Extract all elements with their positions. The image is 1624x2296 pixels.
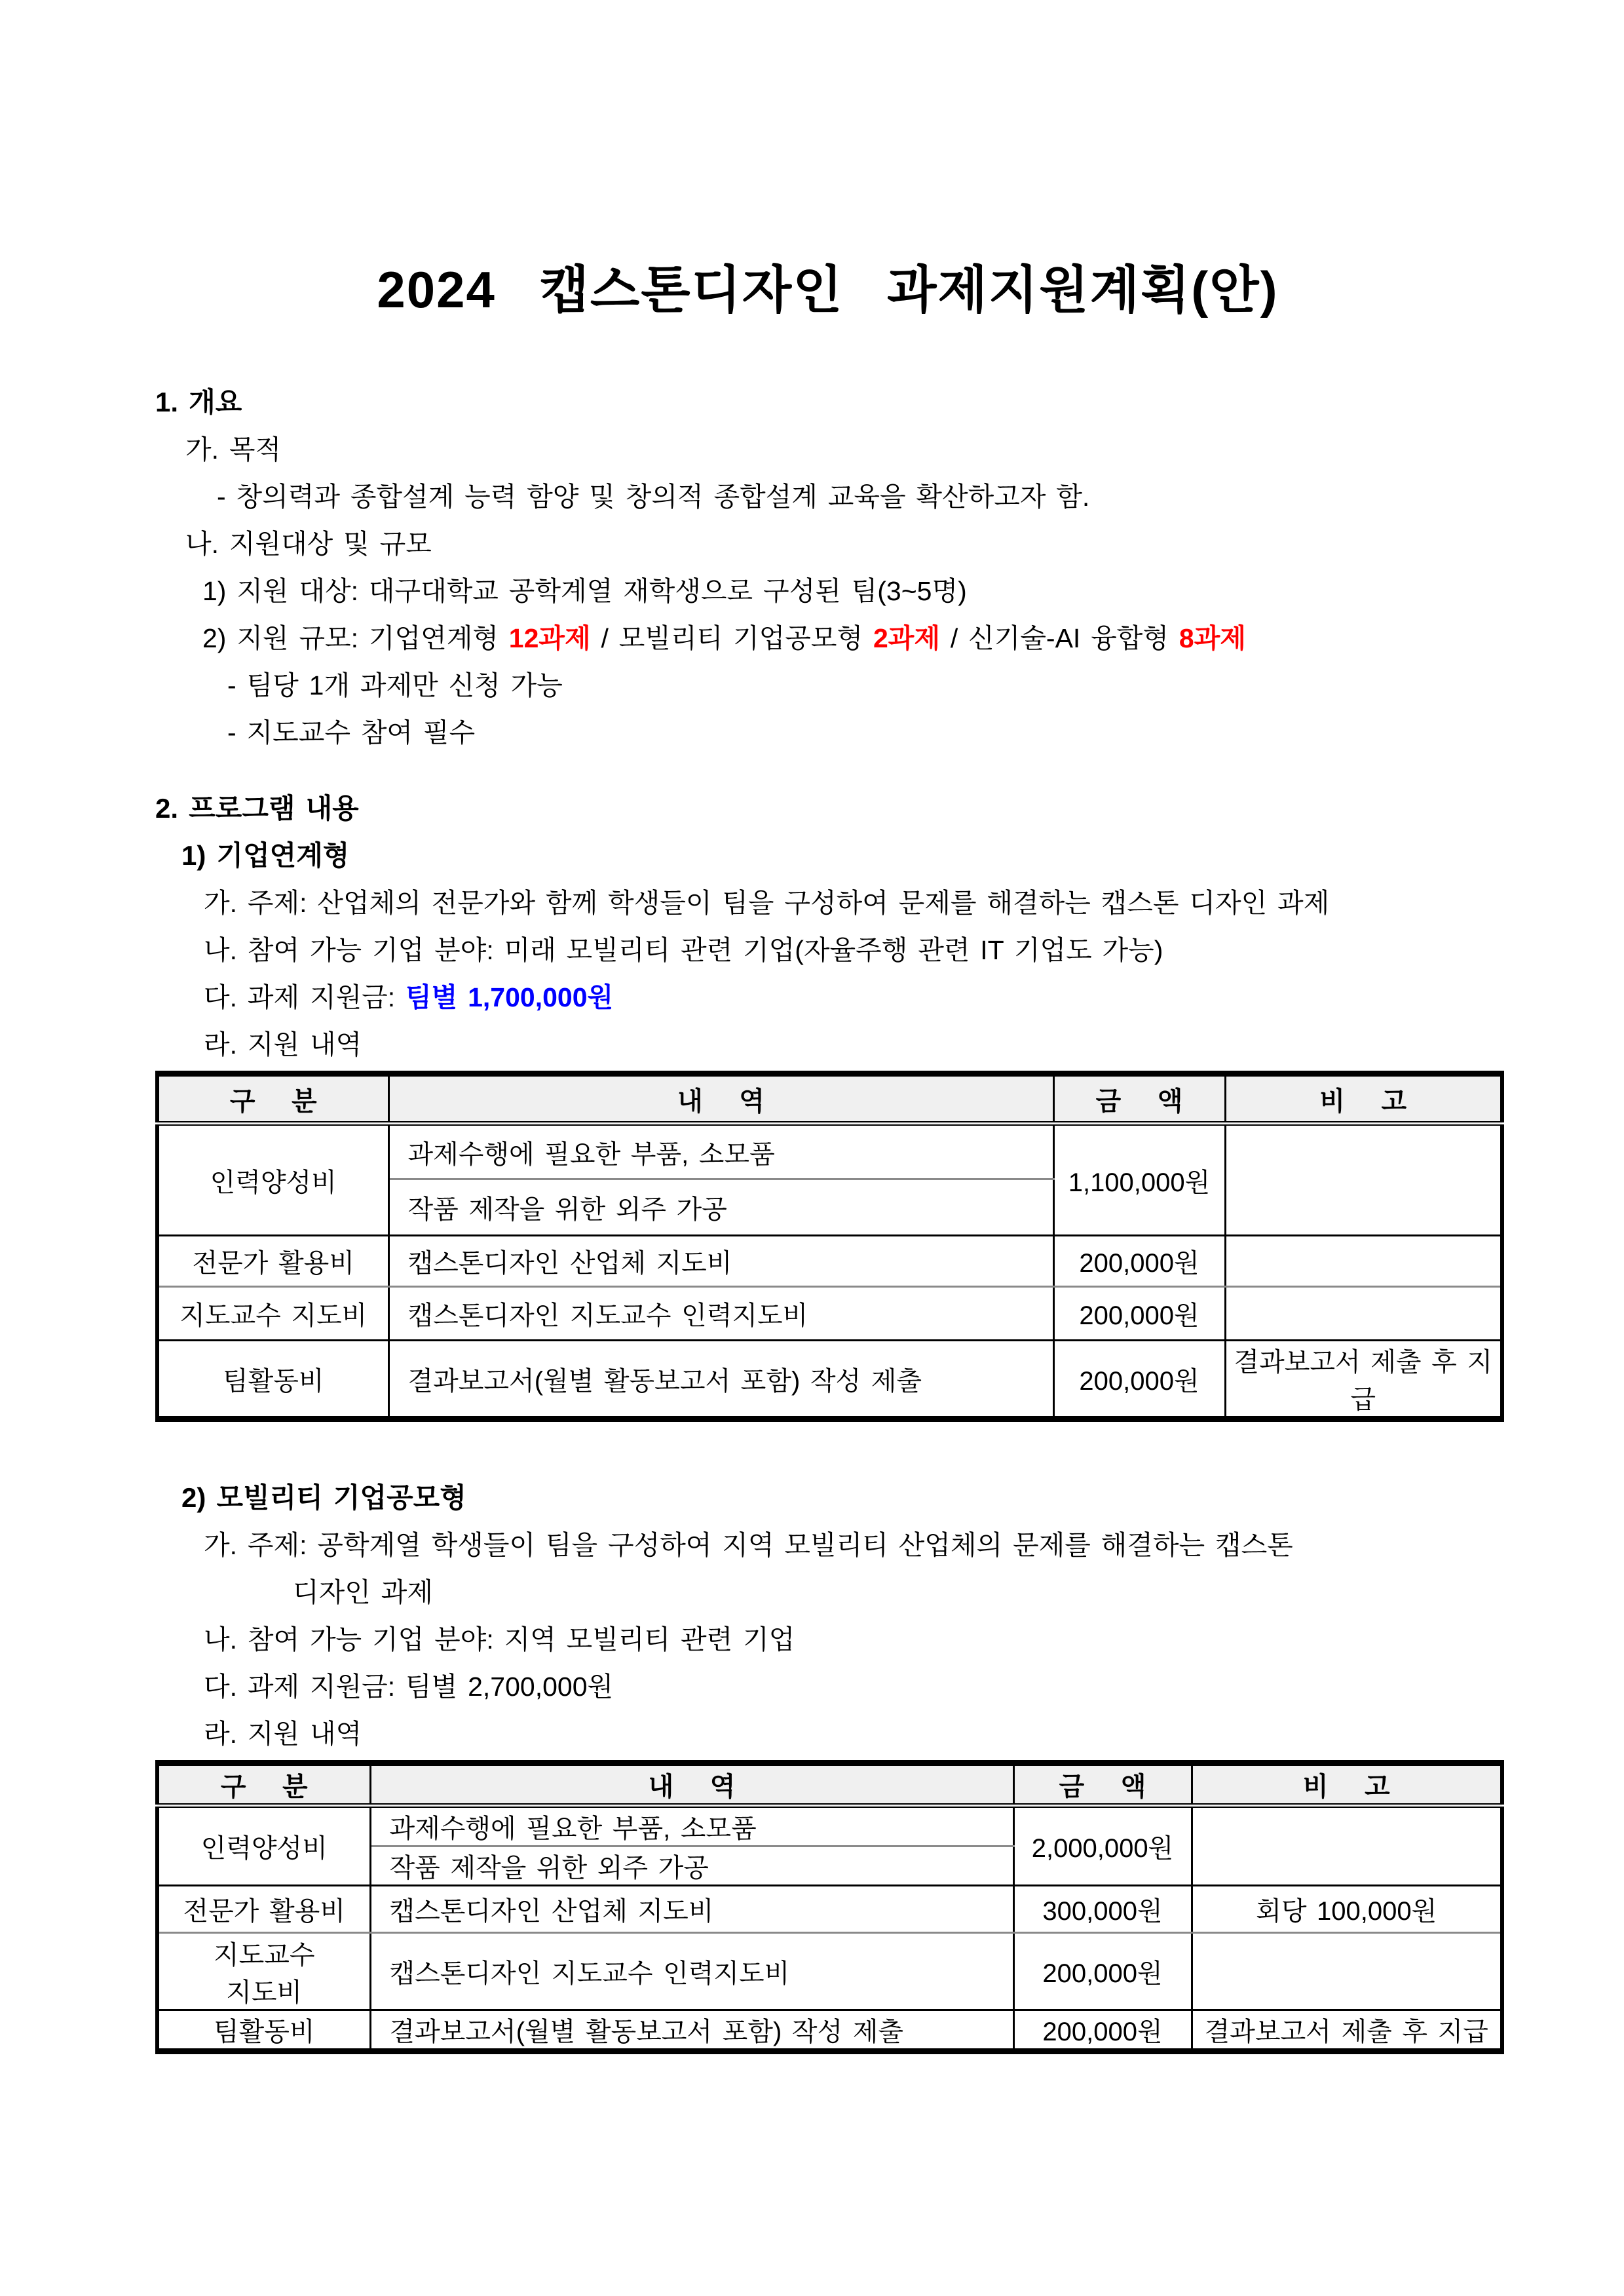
table1-header-category: 구 분 [157,1074,388,1124]
table-row [157,1287,1502,1341]
table1-advisor-note [1225,1287,1502,1341]
scale-prefix: 2) 지원 규모: 기업연계형 [202,623,509,653]
type2-field: 나. 참여 가능 기업 분야: 지역 모빌리티 관련 기업 [204,1624,795,1655]
table2-expert-item: 캡스톤디자인 산업체 지도비 [370,1886,1013,1933]
table1-header-item: 내 역 [388,1074,1053,1124]
type2-topic-line2: 디자인 과제 [293,1577,433,1607]
overview-heading: 1. 개요 [155,387,242,417]
table1-header-amount: 금 액 [1053,1074,1225,1124]
support-table-type1 [155,1071,1504,1422]
table-row [157,1124,1502,1179]
table2-advisor-category [157,1933,370,2010]
table2-team-note: 결과보고서 제출 후 지급 [1192,2010,1502,2052]
table1-team-note: 결과보고서 제출 후 지급 [1225,1341,1502,1419]
table1-manpower-category: 인력양성비 [157,1124,388,1236]
table1-manpower-amount: 1,100,000원 [1053,1124,1225,1236]
type2-heading: 2) 모빌리티 기업공모형 [181,1482,466,1513]
table2-manpower-category: 인력양성비 [157,1806,370,1886]
table2-header-item: 내 역 [370,1763,1013,1806]
table1-expert-note [1225,1236,1502,1287]
type1-heading: 1) 기업연계형 [181,840,350,871]
overview-target-label: 나. 지원대상 및 규모 [185,529,432,559]
overview-note-1: - 팀당 1개 과제만 신청 가능 [227,670,563,700]
table2-header-row [157,1763,1502,1806]
table2-manpower-item2: 작품 제작을 위한 외주 가공 [370,1846,1013,1886]
program-heading: 2. 프로그램 내용 [155,793,359,824]
table1-advisor-item: 캡스톤디자인 지도교수 인력지도비 [388,1287,1053,1341]
table2-manpower-amount: 2,000,000원 [1013,1806,1192,1886]
document-title: 2024 캡스톤디자인 과제지원계획(안) [377,261,1279,318]
table1-expert-amount: 200,000원 [1053,1236,1225,1287]
table2-advisor-item: 캡스톤디자인 지도교수 인력지도비 [370,1933,1013,2010]
table-row [157,1341,1502,1419]
table2-advisor-category-line1: 지도교수 [213,1940,315,1970]
table2-expert-amount: 300,000원 [1013,1886,1192,1933]
table-row [157,1236,1502,1287]
table-row [157,1933,1502,2010]
scale-sep-1: / 모빌리티 기업공모형 [590,623,873,653]
table2-header-note: 비 고 [1192,1763,1502,1806]
table1-advisor-category: 지도교수 지도비 [157,1287,388,1341]
table2-header-amount: 금 액 [1013,1763,1192,1806]
table2-manpower-note [1192,1806,1502,1886]
support-table-type2 [155,1760,1504,2054]
overview-target-detail: 1) 지원 대상: 대구대학교 공학계열 재학생으로 구성된 팀(3~5명) [202,576,967,606]
table2-advisor-amount: 200,000원 [1013,1933,1192,2010]
table2-expert-category: 전문가 활용비 [157,1886,370,1933]
table1-team-category: 팀활동비 [157,1341,388,1419]
table2-advisor-category-line2: 지도비 [226,1978,303,2007]
table1-expert-category: 전문가 활용비 [157,1236,388,1287]
scale-count-3: 8과제 [1179,623,1246,653]
table1-team-item: 결과보고서(월별 활동보고서 포함) 작성 제출 [388,1341,1053,1419]
scale-sep-2: / 신기술-AI 융합형 [939,623,1179,653]
overview-purpose-label: 가. 목적 [185,434,282,465]
type1-topic: 가. 주제: 산업체의 전문가와 함께 학생들이 팀을 구성하여 문제를 해결하는 캡스톤 디자인 과제 [204,888,1330,918]
table1-advisor-amount: 200,000원 [1053,1287,1225,1341]
type1-detail-label: 라. 지원 내역 [204,1029,362,1060]
table2-expert-note: 회당 100,000원 [1192,1886,1502,1933]
table1-manpower-item2: 작품 제작을 위한 외주 가공 [388,1179,1053,1236]
type1-fund-value: 팀별 1,700,000원 [406,982,614,1012]
type2-detail-label: 라. 지원 내역 [204,1719,362,1749]
scale-count-2: 2과제 [873,623,940,653]
table2-advisor-note [1192,1933,1502,2010]
table2-team-amount: 200,000원 [1013,2010,1192,2052]
type2-topic-line1: 가. 주제: 공학계열 학생들이 팀을 구성하여 지역 모빌리티 산업체의 문제를 해결하는 캡스톤 [204,1530,1293,1560]
type1-field: 나. 참여 가능 기업 분야: 미래 모빌리티 관련 기업(자율주행 관련 IT 기업도 가능) [204,935,1163,965]
table2-header-category: 구 분 [157,1763,370,1806]
table1-header-row [157,1074,1502,1124]
table1-expert-item: 캡스톤디자인 산업체 지도비 [388,1236,1053,1287]
type1-fund-label: 다. 과제 지원금: [204,982,406,1012]
overview-note-2: - 지도교수 참여 필수 [227,718,476,748]
table1-manpower-note [1225,1124,1502,1236]
scale-count-1: 12과제 [508,623,591,653]
table-row [157,1806,1502,1846]
table2-manpower-item1: 과제수행에 필요한 부품, 소모품 [370,1806,1013,1846]
table-row [157,2010,1502,2052]
overview-scale-line [155,615,1500,662]
table1-header-note: 비 고 [1225,1074,1502,1124]
table1-manpower-item1: 과제수행에 필요한 부품, 소모품 [388,1124,1053,1179]
table-row [157,1886,1502,1933]
table2-team-item: 결과보고서(월별 활동보고서 포함) 작성 제출 [370,2010,1013,2052]
type2-fund: 다. 과제 지원금: 팀별 2,700,000원 [204,1672,614,1702]
overview-purpose-detail: - 창의력과 종합설계 능력 함양 및 창의적 종합설계 교육을 확산하고자 함. [217,482,1090,512]
table2-team-category: 팀활동비 [157,2010,370,2052]
table1-team-amount: 200,000원 [1053,1341,1225,1419]
type1-fund-line [155,974,1500,1021]
